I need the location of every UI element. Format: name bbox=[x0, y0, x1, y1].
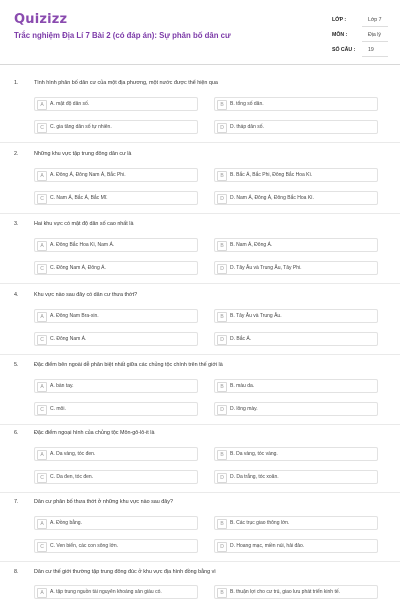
option-letter: B bbox=[217, 519, 227, 529]
option-text: B. Da vàng, tóc vàng. bbox=[230, 451, 278, 457]
option-text: A. Đông Á, Đông Nam Á, Bắc Phi. bbox=[50, 172, 126, 178]
option-b[interactable] bbox=[214, 585, 378, 599]
option-letter: C bbox=[37, 335, 47, 345]
quizizz-logo: Quizizz bbox=[14, 12, 68, 27]
option-b[interactable] bbox=[214, 379, 378, 393]
option-a[interactable] bbox=[34, 309, 198, 323]
option-a[interactable] bbox=[34, 379, 198, 393]
question-number: 8. bbox=[14, 569, 19, 575]
option-text: D. Da trắng, tóc xoăn. bbox=[230, 474, 279, 480]
option-c[interactable] bbox=[34, 402, 198, 416]
option-d[interactable] bbox=[214, 120, 378, 134]
option-text: B. Bắc Á, Bắc Phi, Đông Bắc Hoa Kì. bbox=[230, 172, 313, 178]
option-letter: C bbox=[37, 405, 47, 415]
option-text: B. tổng số dân. bbox=[230, 101, 264, 107]
option-c[interactable] bbox=[34, 261, 198, 275]
option-text: B. thuận lợi cho cư trú, giao lưu phát triển kinh tế. bbox=[230, 589, 341, 595]
question-text: Khu vực nào sau đây có dân cư thưa thớt? bbox=[34, 292, 138, 298]
option-letter: D bbox=[217, 264, 227, 274]
option-letter: D bbox=[217, 194, 227, 204]
option-text: B. màu da. bbox=[230, 383, 255, 389]
option-a[interactable] bbox=[34, 168, 198, 182]
option-text: A. tập trung nguồn tài nguyên khoáng sản giàu có. bbox=[50, 589, 162, 595]
option-text: D. Hoang mạc, miền núi, hải đảo. bbox=[230, 543, 305, 549]
option-text: B. Nam Á, Đông Á. bbox=[230, 242, 273, 248]
option-c[interactable] bbox=[34, 191, 198, 205]
header-divider bbox=[0, 64, 400, 65]
question-text: Đặc điểm ngoại hình của chủng tộc Môn-gô-lô-it là bbox=[34, 430, 155, 436]
option-b[interactable] bbox=[214, 168, 378, 182]
question-text: Dân cư phân bố thưa thớt ở những khu vực nào sau đây? bbox=[34, 499, 173, 505]
option-text: D. Nam Á, Đông Á, Đông Bắc Hoa Kì. bbox=[230, 195, 314, 201]
option-text: A. bàn tay. bbox=[50, 383, 74, 389]
question-divider bbox=[0, 283, 400, 284]
meta-value-count: 19 bbox=[368, 47, 374, 53]
option-letter: B bbox=[217, 450, 227, 460]
option-text: D. tháp dân số. bbox=[230, 124, 264, 130]
question-text: Tình hình phân bố dân cư của một địa phương, một nước được thể hiện qua bbox=[34, 80, 218, 86]
meta-underline bbox=[362, 26, 388, 27]
meta-value-subject: Địa lý bbox=[368, 32, 381, 38]
option-letter: A bbox=[37, 519, 47, 529]
option-text: A. Da vàng, tóc đen. bbox=[50, 451, 96, 457]
page-title: Trắc nghiệm Địa Lí 7 Bài 2 (có đáp án): Sự phân bố dân cư bbox=[14, 31, 231, 40]
question-divider bbox=[0, 424, 400, 425]
worksheet-header bbox=[0, 0, 400, 64]
option-letter: C bbox=[37, 194, 47, 204]
option-text: C. Ven biển, các con sông lớn. bbox=[50, 543, 119, 549]
option-letter: B bbox=[217, 312, 227, 322]
option-c[interactable] bbox=[34, 120, 198, 134]
option-b[interactable] bbox=[214, 97, 378, 111]
meta-label-count: SỐ CÂU : bbox=[332, 47, 356, 53]
option-b[interactable] bbox=[214, 516, 378, 530]
option-text: D. Tây Âu và Trung Âu, Tây Phi. bbox=[230, 265, 302, 271]
question-number: 6. bbox=[14, 430, 19, 436]
option-letter: B bbox=[217, 588, 227, 598]
option-c[interactable] bbox=[34, 470, 198, 484]
option-text: C. Đông Nam Á. bbox=[50, 336, 87, 342]
option-text: A. mật độ dân số. bbox=[50, 101, 90, 107]
question-divider bbox=[0, 354, 400, 355]
option-letter: C bbox=[37, 473, 47, 483]
option-letter: D bbox=[217, 335, 227, 345]
option-d[interactable] bbox=[214, 261, 378, 275]
option-a[interactable] bbox=[34, 585, 198, 599]
option-letter: A bbox=[37, 450, 47, 460]
question-text: Đặc điểm bên ngoài dễ phân biệt nhất giữa các chủng tộc chính trên thế giới là bbox=[34, 362, 223, 368]
option-a[interactable] bbox=[34, 516, 198, 530]
question-divider bbox=[0, 213, 400, 214]
option-letter: B bbox=[217, 382, 227, 392]
option-text: A. Đông Bắc Hoa Kì, Nam Á. bbox=[50, 242, 115, 248]
question-text: Dân cư thế giới thường tập trung đông đúc ở khu vực địa hình đồng bằng vì bbox=[34, 569, 216, 575]
option-text: D. lông mày. bbox=[230, 406, 258, 412]
option-letter: A bbox=[37, 382, 47, 392]
option-text: C. Nam Á, Bắc Á, Bắc Mĩ. bbox=[50, 195, 108, 201]
option-letter: A bbox=[37, 100, 47, 110]
option-letter: C bbox=[37, 123, 47, 133]
meta-underline bbox=[362, 41, 388, 42]
option-a[interactable] bbox=[34, 238, 198, 252]
option-a[interactable] bbox=[34, 447, 198, 461]
option-letter: A bbox=[37, 171, 47, 181]
question-text: Hai khu vực có mật độ dân số cao nhất là bbox=[34, 221, 134, 227]
option-b[interactable] bbox=[214, 309, 378, 323]
meta-value-class: Lớp 7 bbox=[368, 17, 382, 23]
question-divider bbox=[0, 142, 400, 143]
meta-label-subject: MÔN : bbox=[332, 32, 348, 38]
option-letter: D bbox=[217, 405, 227, 415]
option-d[interactable] bbox=[214, 539, 378, 553]
option-text: C. Da đen, tóc đen. bbox=[50, 474, 94, 480]
option-letter: A bbox=[37, 312, 47, 322]
question-number: 3. bbox=[14, 221, 19, 227]
option-letter: B bbox=[217, 241, 227, 251]
option-c[interactable] bbox=[34, 539, 198, 553]
option-d[interactable] bbox=[214, 402, 378, 416]
question-divider bbox=[0, 492, 400, 493]
option-letter: C bbox=[37, 264, 47, 274]
meta-underline bbox=[362, 56, 388, 57]
question-divider bbox=[0, 561, 400, 562]
option-text: A. Đông Nam Bra-xin. bbox=[50, 313, 99, 319]
option-letter: D bbox=[217, 542, 227, 552]
option-text: B. Các trục giao thông lớn. bbox=[230, 520, 290, 526]
option-letter: D bbox=[217, 473, 227, 483]
option-text: C. gia tăng dân số tự nhiên. bbox=[50, 124, 112, 130]
option-text: C. Đông Nam Á, Đông Á. bbox=[50, 265, 106, 271]
option-letter: A bbox=[37, 588, 47, 598]
option-text: C. môi. bbox=[50, 406, 66, 412]
question-number: 1. bbox=[14, 80, 19, 86]
option-c[interactable] bbox=[34, 332, 198, 346]
option-letter: B bbox=[217, 171, 227, 181]
question-number: 4. bbox=[14, 292, 19, 298]
option-text: D. Bắc Á. bbox=[230, 336, 252, 342]
question-number: 5. bbox=[14, 362, 19, 368]
option-letter: C bbox=[37, 542, 47, 552]
option-letter: B bbox=[217, 100, 227, 110]
meta-label-class: LỚP : bbox=[332, 17, 347, 23]
option-letter: A bbox=[37, 241, 47, 251]
option-text: A. Đồng bằng. bbox=[50, 520, 82, 526]
option-d[interactable] bbox=[214, 332, 378, 346]
question-number: 7. bbox=[14, 499, 19, 505]
option-a[interactable] bbox=[34, 97, 198, 111]
option-letter: D bbox=[217, 123, 227, 133]
option-d[interactable] bbox=[214, 470, 378, 484]
option-b[interactable] bbox=[214, 447, 378, 461]
option-text: B. Tây Âu và Trung Âu. bbox=[230, 313, 282, 319]
option-d[interactable] bbox=[214, 191, 378, 205]
option-b[interactable] bbox=[214, 238, 378, 252]
question-number: 2. bbox=[14, 151, 19, 157]
question-text: Những khu vực tập trung đông dân cư là bbox=[34, 151, 132, 157]
